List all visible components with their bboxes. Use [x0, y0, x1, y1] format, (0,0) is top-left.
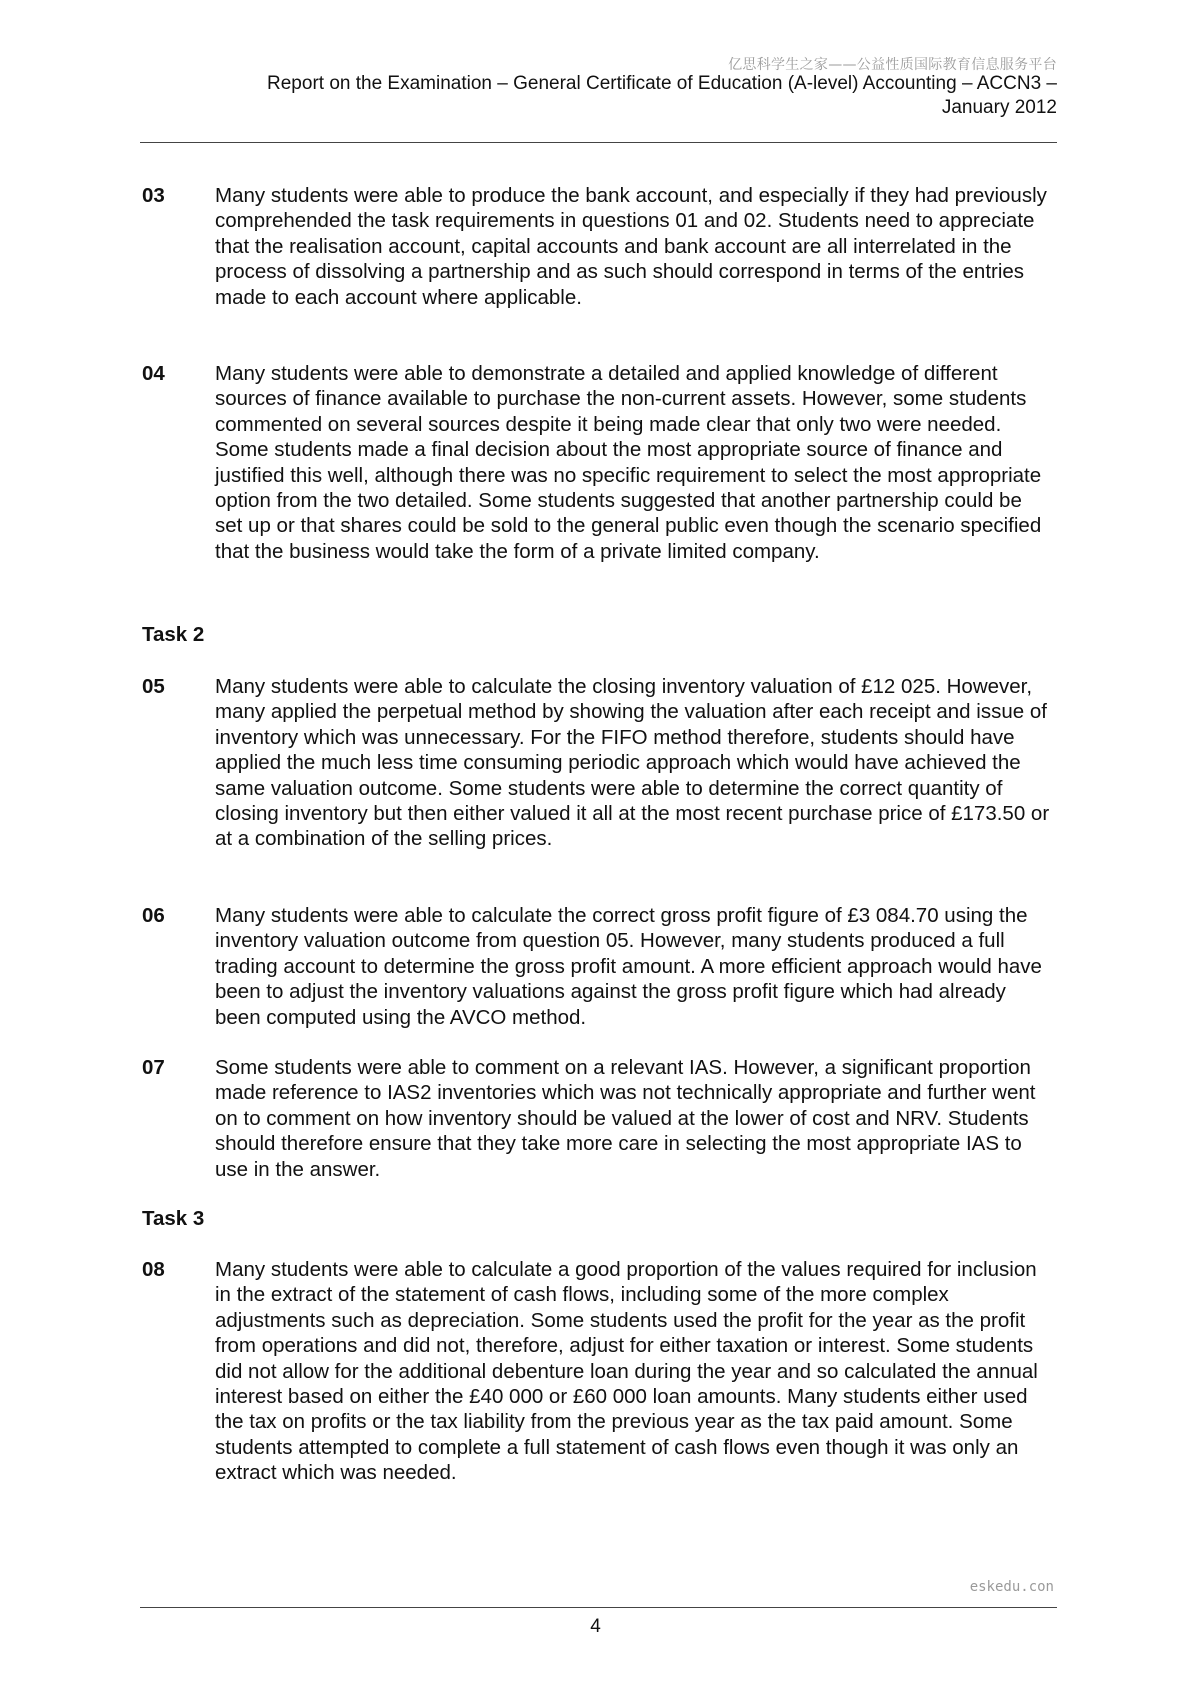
question-03	[142, 183, 1054, 310]
task-2-heading: Task 2	[142, 623, 205, 646]
question-text: Many students were able to demonstrate a detailed and applied knowledge of different sources of finance available to purchase the non-current assets. However, some students commented on several sources despite it being made clear that only two were needed. Some students made a final decision about the most appropriate source of finance and justified this well, although there was no specific requirement to select the most appropriate option from the two detailed. Some students suggested that another partnership could be set up or that shares could be sold to the general public even though the scenario specified that the business would take the form of a private limited company.	[215, 362, 1042, 563]
page-number: 4	[590, 1616, 601, 1637]
question-text: Many students were able to calculate the correct gross profit figure of £3 084.70 using the inventory valuation outcome from question 05. However, many students produced a full trading account to determine the gross profit amount. A more efficient approach would have been to adjust the inventory valuations against the gross profit figure which had already been computed using the AVCO method.	[215, 904, 1042, 1029]
watermark-top: 亿思科学生之家——公益性质国际教育信息服务平台	[728, 57, 1057, 73]
question-text: Many students were able to produce the bank account, and especially if they had previously comprehended the task requirements in questions 01 and 02. Students need to appreciate that the realisation account, capital accounts and bank account are all interrelated in the process of dissolving a partnership and as such should correspond in terms of the entries made to each account where applicable.	[215, 184, 1047, 309]
question-number: 05	[142, 675, 165, 698]
header-line-1: Report on the Examination – General Certificate of Education (A-level) Accounting – ACCN3 –	[267, 73, 1057, 94]
question-05	[142, 674, 1054, 852]
watermark-bottom: eskedu.con	[969, 1579, 1054, 1595]
task-3-heading: Task 3	[142, 1207, 205, 1230]
question-text: Many students were able to calculate the closing inventory valuation of £12 025. However, many applied the perpetual method by showing the valuation after each receipt and issue of inventory which was unnecessary. For the FIFO method therefore, students should have applied the much less time consuming periodic approach which would have achieved the same valuation outcome. Some students were able to determine the correct quantity of closing inventory but then either valued it all at the most recent purchase price of £173.50 or at a combination of the selling prices.	[215, 675, 1050, 851]
question-04	[142, 361, 1054, 564]
footer-divider	[140, 1607, 1057, 1608]
question-06	[142, 903, 1054, 1030]
header-divider	[140, 142, 1057, 143]
question-text: Many students were able to calculate a good proportion of the values required for inclusion in the extract of the statement of cash flows, including some of the more complex adjustments such as depreciation. Some students used the profit for the year as the profit from operations and did not, therefore, adjust for either taxation or interest. Some students did not allow for the additional debenture loan during the year and so calculated the annual interest based on either the £40 000 or £60 000 loan amounts. Many students either used the tax on profits or the tax liability from the previous year as the tax paid amount. Some students attempted to complete a full statement of cash flows even though it was only an extract which was needed.	[215, 1258, 1038, 1485]
question-text: Some students were able to comment on a relevant IAS. However, a significant proportion made reference to IAS2 inventories which was not technically appropriate and further went on to comment on how inventory should be valued at the lower of cost and NRV. Students should therefore ensure that they take more care in selecting the most appropriate IAS to use in the answer.	[215, 1056, 1036, 1181]
question-number: 06	[142, 904, 165, 927]
question-number: 03	[142, 184, 165, 207]
question-07	[142, 1055, 1054, 1182]
question-number: 07	[142, 1056, 165, 1079]
question-number: 08	[142, 1258, 165, 1281]
header-line-2: January 2012	[941, 97, 1057, 118]
question-08	[142, 1257, 1054, 1486]
page-header	[157, 72, 1057, 120]
question-number: 04	[142, 362, 165, 385]
